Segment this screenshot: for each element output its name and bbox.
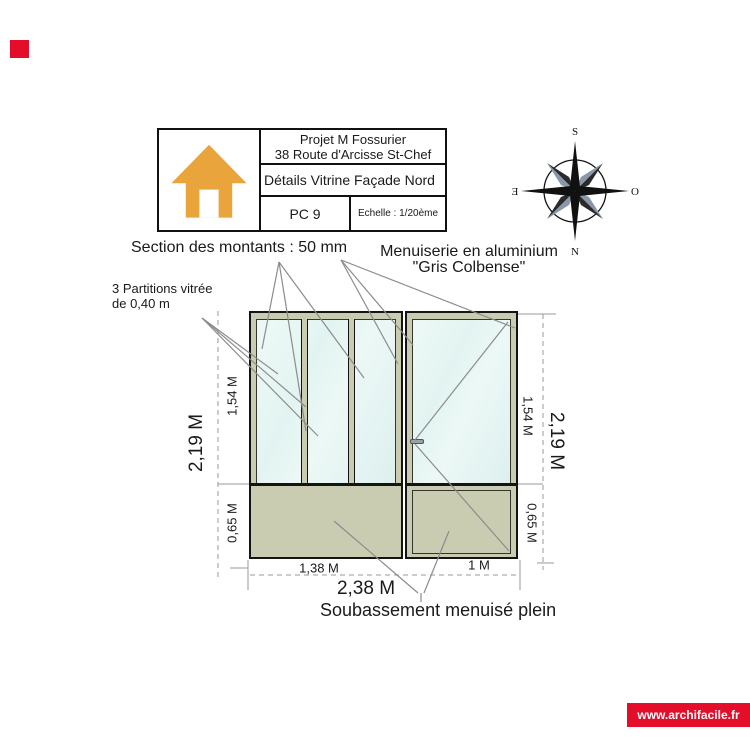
- sheet-number-cell: [261, 197, 351, 230]
- compass-rose-icon: [511, 121, 639, 257]
- scale-cell: [351, 197, 445, 230]
- annotation-partitions: [112, 281, 212, 311]
- compass-label-north: N: [571, 246, 579, 257]
- window-transom: [251, 483, 401, 486]
- annotation-menuiserie-line1: Menuiserie en aluminium: [380, 243, 558, 260]
- red-watermark-square: [10, 40, 29, 58]
- window-glazing: [256, 319, 396, 485]
- annotation-soubassement: Soubassement menuisé plein: [320, 600, 557, 620]
- dim-window-width: 1,38 M: [299, 560, 339, 576]
- window-montant-1: [301, 319, 308, 485]
- site-url: www.archifacile.fr: [637, 708, 740, 722]
- title-block: [157, 128, 447, 232]
- window-unit: [249, 311, 403, 559]
- dim-base-height-left: 0,65 M: [224, 503, 240, 543]
- project-name: Projet M Fossurier: [299, 131, 407, 147]
- dim-total-height-left: 2,19 M: [186, 413, 207, 473]
- compass-label-south: S: [571, 126, 579, 138]
- annotation-menuiserie-line2: "Gris Colbense": [412, 259, 526, 276]
- project-info: [261, 130, 445, 165]
- dim-glass-height-right: 1,54 M: [520, 396, 536, 436]
- door-glazing: [412, 319, 511, 485]
- drawing-title-cell: [261, 165, 445, 197]
- annotation-montants: Section des montants : 50 mm: [131, 239, 348, 256]
- window-montant-2: [348, 319, 355, 485]
- annotation-menuiserie: [372, 244, 566, 276]
- door-unit: [405, 311, 518, 559]
- house-icon: [169, 139, 249, 221]
- dim-total-width: 2,38 M: [336, 578, 396, 599]
- dim-total-height-right: 2,19 M: [546, 411, 567, 471]
- drawing-title: Détails Vitrine Façade Nord: [264, 172, 435, 188]
- door-transom: [407, 483, 516, 486]
- scale-label: Echelle : 1/20ème: [357, 208, 439, 219]
- compass-label-west: O: [631, 186, 639, 198]
- dim-glass-height-left: 1,54 M: [224, 376, 240, 416]
- door-base-panel: [412, 490, 511, 554]
- title-block-logo-cell: [159, 130, 261, 230]
- compass-label-east-mirrored: Ǝ: [511, 186, 519, 198]
- project-address: 38 Route d'Arcisse St-Chef: [274, 146, 432, 162]
- door-handle: [410, 439, 424, 444]
- annotation-partitions-line1: 3 Partitions vitrée: [112, 281, 213, 296]
- dim-door-width: 1 M: [468, 557, 490, 573]
- sheet-number: PC 9: [289, 205, 321, 222]
- dim-base-height-right: 0,65 M: [524, 503, 540, 543]
- annotation-partitions-line2: de 0,40 m: [112, 296, 170, 311]
- site-watermark: [627, 703, 750, 727]
